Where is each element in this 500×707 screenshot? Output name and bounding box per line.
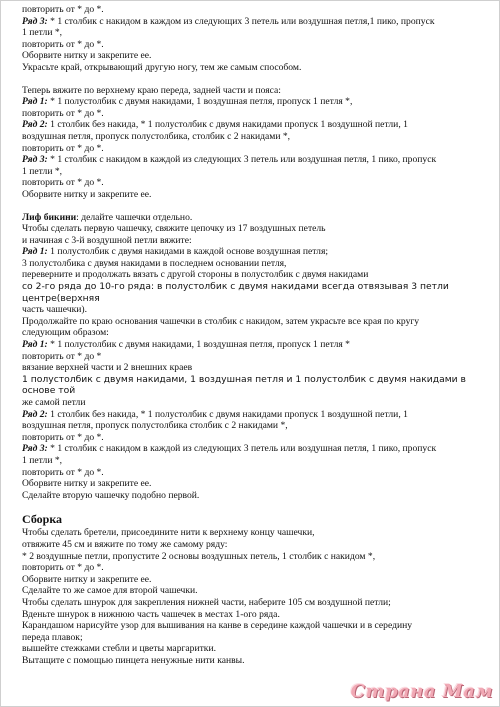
text-line <box>22 374 484 397</box>
line-text: Оборвите нитку и закрепите ее. <box>22 50 152 62</box>
line-text: повторить от * до *. <box>22 177 104 189</box>
spacer <box>22 201 484 212</box>
spacer <box>22 501 484 512</box>
line-text: Сделайте вторую чашечку подобно первой. <box>22 489 200 501</box>
line-text: переверните и продолжать вязать с другой стороны в полустолбик с двумя накидами <box>22 269 369 281</box>
text-line <box>22 539 484 551</box>
line-text: Украсьте край, открывающий другую ногу, тем же самым способом. <box>22 61 302 73</box>
line-text: со 2-го ряда до 10-го ряда: в полустолбик с двумя накидами всегда отвязывая 3 петли центре(верхняя <box>22 281 449 304</box>
text-line <box>22 281 484 304</box>
line-text: Сделайте то же самое для второй чашечки. <box>22 585 198 597</box>
line-text: повторить от * до *. <box>22 107 104 119</box>
line-text: Оборвите нитку и закрепите ее. <box>22 573 152 585</box>
text-line <box>22 597 484 609</box>
text-line <box>22 655 484 667</box>
text-line <box>22 327 484 339</box>
text-line <box>22 620 484 632</box>
text-line <box>22 362 484 374</box>
text-line <box>22 189 484 201</box>
line-text: вязание верхней части и 2 внешних краев <box>22 362 193 374</box>
text-line <box>22 490 484 502</box>
row-label: Ряд 3: <box>22 15 48 27</box>
document-content <box>22 4 484 666</box>
text-line <box>22 50 484 62</box>
text-line <box>22 316 484 328</box>
text-line <box>22 269 484 281</box>
text-line <box>22 143 484 155</box>
text-line <box>22 339 484 351</box>
text-line <box>22 16 484 28</box>
assembly-heading: Сборка <box>22 512 63 527</box>
text-line <box>22 108 484 120</box>
line-text: 1 петли *, <box>22 27 63 39</box>
line-text: Продолжайте по краю основания чашечки в столбик с накидом, затем украсьте все края по кругу <box>22 315 420 327</box>
line-text: повторить от * до *. <box>22 142 104 154</box>
text-line <box>22 85 484 97</box>
line-text: Чтобы сделать шнурок для закрепления нижней части, наберите 105 см воздушной петли; <box>22 596 391 608</box>
text-line <box>22 4 484 16</box>
text-line <box>22 166 484 178</box>
line-text: 1 петли *, <box>22 165 63 177</box>
spacer <box>22 74 484 85</box>
assembly-lines <box>22 527 484 666</box>
line-text: следующим образом: <box>22 327 109 339</box>
line-text: Вытащите с помощью пинцета ненужные нити канвы. <box>22 654 245 666</box>
line-text: Теперь вяжите по верхнему краю переда, задней части и пояса: <box>22 84 281 96</box>
line-text: Вденьте шнурок в нижнюю часть чашечек в местах 1-ого ряда. <box>22 608 280 620</box>
line-text: * 2 воздушные петли, пропустите 2 основы воздушных петель, 1 столбик с накидом *, <box>22 550 376 562</box>
text-line <box>22 39 484 51</box>
line-text: 1 полустолбик с двумя накидами, 1 воздушная петля и 1 полустолбик с двумя накидами в основе той <box>22 373 466 397</box>
section-bikini-top <box>22 212 484 502</box>
line-text: же самой петли <box>22 397 86 408</box>
text-line <box>22 235 484 247</box>
row-label: Ряд 1: <box>22 339 48 351</box>
text-line <box>22 467 484 479</box>
bikini-heading-line <box>22 212 484 224</box>
text-line <box>22 223 484 235</box>
line-text: 1 столбик без накида, * 1 полустолбик с двумя накидами пропуск 1 воздушной петли, 1 <box>47 408 408 420</box>
line-text: Оборвите нитку и закрепите ее. <box>22 188 152 200</box>
line-text: отвяжите 45 см и вяжите по тому же самому ряду: <box>22 538 228 550</box>
section-assembly <box>22 512 484 666</box>
text-line <box>22 27 484 39</box>
text-line <box>22 397 484 409</box>
section-edge-trim <box>22 4 484 74</box>
line-text: 1 столбик без накида, * 1 полустолбик с двумя накидами пропуск 1 воздушной петли, 1 <box>47 119 408 131</box>
line-text: * 1 столбик с накидом в каждой из следующих 3 петель или воздушная петля, 1 пико, пропуск <box>47 443 437 455</box>
line-text: 1 петли *, <box>22 454 63 466</box>
bikini-lines <box>22 223 484 501</box>
line-text: Оборвите нитку и закрепите ее. <box>22 478 152 490</box>
line-text: воздушная петля, пропуск полустолбика столбик с 2 накидами *, <box>22 420 288 432</box>
text-line <box>22 246 484 258</box>
bikini-heading: Лиф бикини <box>22 211 77 223</box>
text-line <box>22 643 484 655</box>
text-line <box>22 527 484 539</box>
line-text: повторить от * до *. <box>22 38 104 50</box>
text-line <box>22 609 484 621</box>
line-text: * 1 столбик с накидом в каждом из следующих 3 петель или воздушная петля,1 пико, пропуск <box>47 15 435 27</box>
line-text: повторить от * до * <box>22 350 102 362</box>
text-line <box>22 154 484 166</box>
line-text: часть чашечки). <box>22 304 88 316</box>
text-line <box>22 574 484 586</box>
text-line <box>22 420 484 432</box>
line-text: * 1 столбик с накидом в каждой из следующих 3 петель или воздушная петля, 1 пико, пропуск <box>47 154 437 166</box>
text-line <box>22 632 484 644</box>
text-line <box>22 119 484 131</box>
line-text: повторить от * до *. <box>22 466 104 478</box>
bikini-heading-note: : делайте чашечки отдельно. <box>76 211 193 223</box>
row-label: Ряд 1: <box>22 246 48 258</box>
line-text: и начиная с 3-й воздушной петли вяжите: <box>22 234 192 246</box>
line-text: Чтобы сделать первую чашечку, свяжите цепочку из 17 воздушных петель <box>22 223 326 235</box>
row-label: Ряд 3: <box>22 443 48 455</box>
line-text: воздушная петля, пропуск полустолбика, столбик с 2 накидами *, <box>22 130 291 142</box>
site-watermark: Страна Мам <box>350 681 493 702</box>
text-line <box>22 551 484 563</box>
line-text: Чтобы сделать бретели, присоедините нити к верхнему концу чашечки, <box>22 527 315 539</box>
line-text: переда плавок; <box>22 631 83 643</box>
text-line <box>22 432 484 444</box>
text-line <box>22 304 484 316</box>
line-text: * 1 полустолбик с двумя накидами, 1 воздушная петля, пропуск 1 петля * <box>47 339 350 351</box>
line-text: Карандашом нарисуйте узор для вышивания на канве в середине каждой чашечки и в середину <box>22 620 413 632</box>
row-label: Ряд 3: <box>22 154 48 166</box>
line-text: 1 полустолбик с двумя накидами в каждой основе воздушная петля; <box>47 246 329 258</box>
line-text: * 1 полустолбик с двумя накидами, 1 воздушная петля, пропуск 1 петля *, <box>47 96 353 108</box>
line-text: повторить от * до *. <box>22 562 104 574</box>
text-line <box>22 562 484 574</box>
text-line <box>22 585 484 597</box>
line-text: повторить от * до *. <box>22 431 104 443</box>
line-text: 3 полустолбика с двумя накидами в последнем основании петля, <box>22 257 287 269</box>
line-text: повторить от * до *. <box>22 4 104 15</box>
text-line <box>22 258 484 270</box>
text-line <box>22 443 484 455</box>
text-line <box>22 62 484 74</box>
text-line <box>22 131 484 143</box>
section-front-back-waist <box>22 85 484 201</box>
text-line <box>22 96 484 108</box>
text-line <box>22 409 484 421</box>
line-text: вышейте стежками стебли и цветы маргаритки. <box>22 643 216 655</box>
row-label: Ряд 2: <box>22 119 48 131</box>
text-line <box>22 177 484 189</box>
row-label: Ряд 1: <box>22 96 48 108</box>
text-line <box>22 351 484 363</box>
text-line <box>22 478 484 490</box>
text-line <box>22 455 484 467</box>
row-label: Ряд 2: <box>22 408 48 420</box>
